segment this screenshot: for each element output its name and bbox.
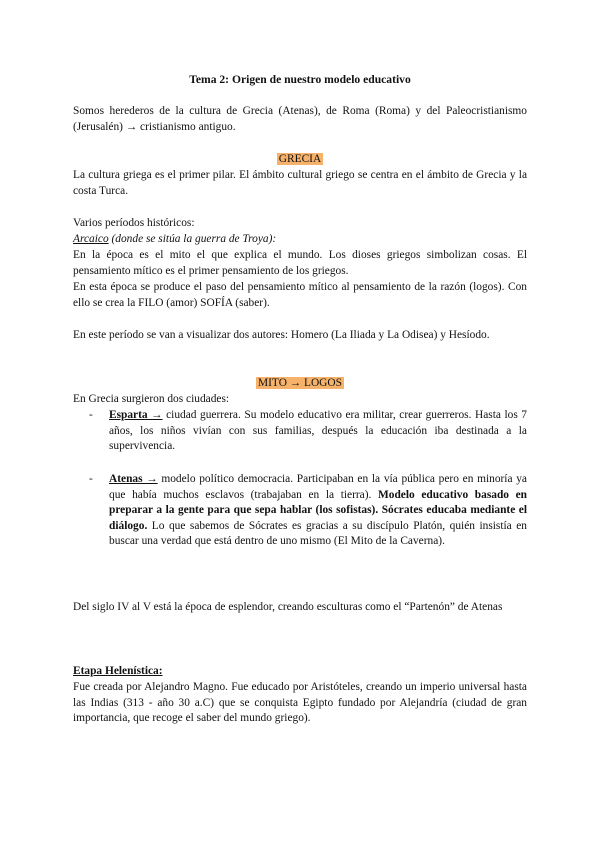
arcaico-note: (donde se sitúa la guerra de Troya): [108,233,277,245]
grecia-paragraph-4: En este período se van a visualizar dos autores: Homero (La Iliada y La Odisea) y Hesíodo. [73,329,490,341]
esparta-label: Esparta → [109,409,163,421]
list-dash: - [89,409,93,421]
list-dash: - [89,473,93,485]
ciudades-intro: En Grecia surgieron dos ciudades: [73,393,230,405]
grecia-highlight: GRECIA [278,153,322,165]
page-title: Tema 2: Origen de nuestro modelo educativo [189,73,411,86]
grecia-paragraph-2: En la época es el mito el que explica el mundo. Los dioses griegos simbolizan cosas. El pensamiento mítico es el primer pensamiento de los griegos. [73,249,527,277]
atenas-text-2: Lo que sabemos de Sócrates es gracias a su discípulo Platón, quién insistía en buscar una verdad que está dentro de uno mismo (El Mito de la Caverna). [109,519,527,547]
section-heading-grecia [73,152,527,168]
atenas-body [109,472,527,550]
arcaico-label: Arcaico [73,233,109,245]
atenas-bold-text: Modelo educativo basado en preparar a la gente para que sepa hablar (los sofistas). Sócrates educaba mediante el diálogo. [109,488,527,532]
esparta-body [109,408,527,455]
intro-paragraph: Somos herederos de la cultura de Grecia (Atenas), de Roma (Roma) y del Paleocristianismo (Jerusalén) → cristianismo antiguo. [73,105,527,133]
atenas-label: Atenas → [109,473,158,485]
arcaico-line [73,232,527,248]
esparta-text: ciudad guerrera. Su modelo educativo era militar, crear guerreros. Hasta los 7 años, los niños vivían con sus familias, después la educación iba destinada a la supervivencia. [109,409,528,452]
grecia-paragraph-3: En esta época se produce el paso del pensamiento mítico al pensamiento de la razón (logos). Con ello se crea la FILO (amor) SOFÍA (saber). [73,281,527,309]
siglo-paragraph: Del siglo IV al V está la época de esplendor, creando esculturas como el “Partenón” de Atenas [73,601,503,613]
mito-highlight: MITO → LOGOS [258,377,342,389]
helenistica-paragraph: Fue creada por Alejandro Magno. Fue educado por Aristóteles, creando un imperio universal hasta las Indias (313 - año 30 a.C) que se conquista Egipto fundado por Alejandría (ciudad de gran importancia, que recoge el saber del mundo griego). [73,681,527,724]
section-heading-mito [73,376,527,392]
atenas-text-1: modelo político democracia. Participaban en la vía pública pero en minoría ya que había muchos esclavos (trabajaban en la tierra). [109,473,527,501]
section-heading-helenistica: Etapa Helenística: [73,665,163,677]
periods-intro: Varios períodos históricos: [73,217,195,229]
grecia-paragraph-1: La cultura griega es el primer pilar. El ámbito cultural griego se centra en el ámbito de Grecia y la costa Turca. [73,169,527,197]
